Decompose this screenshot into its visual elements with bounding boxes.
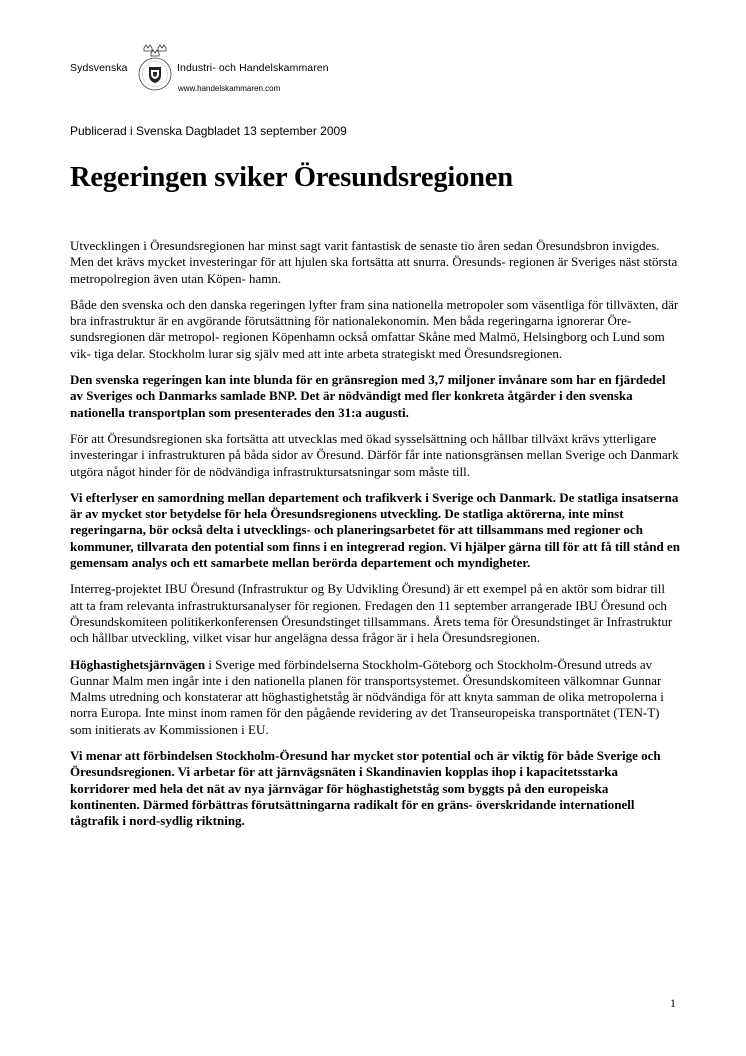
- paragraph: Interreg-projektet IBU Öresund (Infrastruktur og By Udvikling Öresund) är ett exempel på en aktör som bidrar till att ta fram relevanta infrastruktursanalyser för regionen. Fredagen den 11 september arrangerade IBU Öresund och Öresundskomiteen politikerkonferensen Öresundstinget tillsammans. Årets tema för Öresundstinget är Infrastruktur och hållbar utveckling, vilket visar hur angelägna dessa frågor är i hela Öresundsregionen.: [70, 581, 673, 646]
- paragraph: Både den svenska och den danska regeringen lyfter fram sina nationella metropoler som väsentliga för tillväxten, där bra infrastruktur är en avgörande förutsättning för nationalekonomin. Men båda regeringarna ignorerar Öre-sundsregionen där metropol- regionen Köpenhamn också omfattar Skåne med Malmö, Helsingborg och Lund som vik- tiga delar. Stockholm lurar sig själv med att inte arbeta strategiskt med Öresundsregionen.: [70, 296, 679, 361]
- article-body: [70, 238, 680, 840]
- page-number: 1: [670, 996, 676, 1010]
- chamber-seal-logo: [134, 42, 176, 94]
- org-name-right: Industri- och Handelskammaren: [177, 62, 329, 74]
- paragraph-text: i Sverige med förbindelserna Stockholm-Göteborg och Stockholm-Öresund utreds av Gunnar Malm men ingår inte i den nationella planen för transportsystemet. Öresundskomiteen välkomnar Gunnar Malms utredning och konstaterar att höghastighetståg är nödvändiga för att knyta samman de olika metropolerna i norra Europa. Inte minst inom ramen för den pågående revidering av det Transeuropeiska transportnätet (TEN-T) som initierats av Kommissionen i EU.: [70, 656, 664, 737]
- paragraph-bold: Vi efterlyser en samordning mellan departement och trafikverk i Sverige och Danmark. De statliga insatserna är av mycket stor betydelse för hela Öresundsregionens utveckling. De statliga aktörerna, inte minst regeringarna, bör också delta i utvecklings- och planeringsarbetet för att tillsammans med regioner och kommuner, tillvarata den potential som finns i en integrerad region. Vi hjälper gärna till för att få till stånd en gemensam analys och ett samarbete mellan berörda departement och myndigheter.: [70, 489, 680, 571]
- paragraph-bold: Den svenska regeringen kan inte blunda för en gränsregion med 3,7 miljoner invånare som har en fjärdedel av Sveriges och Danmarks samlade BNP. Det är nödvändigt med fler konkreta åtgärder i den svenska nationella transportplan som presenterades den 31:a augusti.: [70, 372, 666, 420]
- paragraph-lead: Höghastighetsjärnvägen: [70, 656, 206, 672]
- article-title: Regeringen sviker Öresundsregionen: [70, 162, 513, 193]
- paragraph: Utvecklingen i Öresundsregionen har minst sagt varit fantastisk de senaste tio åren sedan Öresundsbron invigdes. Men det krävs mycket investeringar för att hjulen ska fortsätta att snurra. Öresunds- regionen är Sveriges näst största metropolregion även utan Köpen- hamn.: [70, 238, 678, 286]
- letterhead: [70, 38, 410, 98]
- paragraph-bold: Vi menar att förbindelsen Stockholm-Öresund har mycket stor potential och är viktig för både Sverige och Öresundsregionen. Vi arbetar för att järnvägsnäten i Skandinavien kopplas ihop i kapacitetsstarka korridorer med hela det nät av nya järnvägar för höghastighetståg som byggts på den europeiska kontinenten. Därmed förbättras förutsättningarna radikalt för en gräns- överskridande internationell tågtrafik i nord-sydlig riktning.: [70, 748, 661, 829]
- org-name-left: Sydsvenska: [70, 62, 128, 74]
- paragraph: För att Öresundsregionen ska fortsätta att utvecklas med ökad sysselsättning och hållbar tillväxt krävs ytterligare investeringar i infrastrukturen på båda sidor av Öresund. Därför får inte nationsgränsen mellan Sverige och Danmark utgöra något hinder för de nödvändiga infrastruktursatsningar som måste till.: [70, 430, 679, 479]
- paragraph: [70, 657, 680, 738]
- website-link[interactable]: www.handelskammaren.com: [178, 84, 281, 93]
- publication-note: Publicerad i Svenska Dagbladet 13 september 2009: [70, 124, 347, 138]
